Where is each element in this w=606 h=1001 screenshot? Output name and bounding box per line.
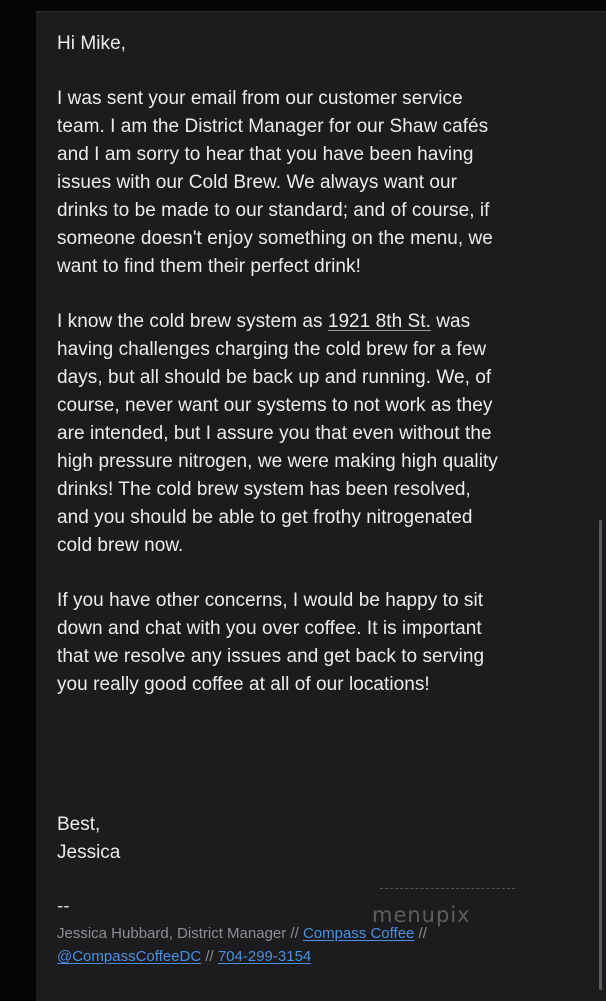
email-signoff — [57, 811, 120, 867]
email-paragraph-2 — [57, 308, 507, 560]
signature-divider: // — [201, 948, 218, 965]
signature-separator: -- — [57, 896, 70, 917]
email-greeting: Hi Mike, — [57, 33, 127, 54]
watermark-dots — [380, 888, 515, 889]
watermark-text: menupix — [372, 903, 471, 927]
scroll-indicator[interactable] — [599, 520, 602, 990]
menupix-watermark — [372, 900, 502, 940]
address-link[interactable]: 1921 8th St. — [327, 311, 431, 332]
email-sender-name: Jessica — [57, 842, 121, 863]
social-handle-link[interactable]: @CompassCoffeeDC — [57, 948, 202, 965]
email-paragraph-3: If you have other concerns, I would be happy to sit down and chat with you over coffee. It is important that we resolve any issues and get back to serving you really good coffee at all of our locations! — [57, 590, 485, 695]
signature-divider: // — [286, 925, 303, 942]
company-link[interactable]: Compass Coffee — [302, 925, 415, 942]
signature-divider: // — [414, 925, 427, 942]
email-body — [57, 30, 507, 699]
email-paragraph-2-end: was having challenges charging the cold brew for a few days, but all should be back up and running. We, of course, never want our systems to not work as they are intended, but I assure you that even without the high pressure nitrogen, we were making high quality drinks! The cold brew system has been resolved, and you should be able to get frothy nitrogenated cold brew now. — [57, 311, 498, 556]
phone-link[interactable]: 704-299-3154 — [217, 948, 312, 965]
email-paragraph-2-start: I know the cold brew system as — [57, 311, 328, 332]
email-closing: Best, — [57, 814, 101, 835]
signature-name-title: Jessica Hubbard, District Manager — [57, 925, 287, 942]
email-paragraph-1: I was sent your email from our customer service team. I am the District Manager for our Shaw cafés and I am sorry to hear that you have been having issues with our Cold Brew. We always want our drinks to be made to our standard; and of course, if someone doesn't enjoy something on the menu, we want to find them their perfect drink! — [57, 88, 493, 277]
